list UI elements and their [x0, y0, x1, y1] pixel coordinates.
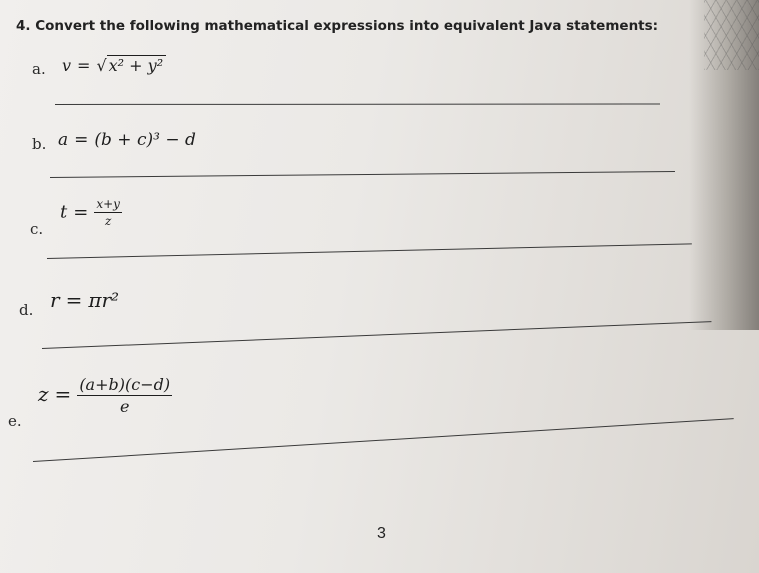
- square-root: [96, 56, 166, 75]
- item-e-lhs: z: [38, 382, 49, 406]
- item-c-equals: =: [73, 201, 89, 223]
- item-c-fraction: [94, 197, 122, 228]
- item-c-expression: [60, 197, 122, 228]
- item-b-lhs: a: [58, 130, 69, 150]
- item-b-rhs: (b + c)³ − d: [94, 130, 196, 150]
- background-pattern: [704, 0, 759, 70]
- item-e-denominator: e: [119, 397, 130, 416]
- item-b-label: b.: [32, 135, 47, 153]
- item-d-lhs: r: [50, 288, 60, 312]
- item-d-expression: [50, 288, 119, 312]
- item-e-fraction: [77, 375, 172, 416]
- item-e-numerator: (a+b)(c−d): [79, 375, 171, 394]
- item-e-label: e.: [8, 412, 22, 430]
- item-a-equals: =: [77, 56, 91, 75]
- radical-sign-icon: √: [96, 56, 107, 75]
- item-a-lhs: v: [62, 56, 72, 75]
- item-d-equals: =: [65, 288, 83, 312]
- item-c-label: c.: [30, 220, 44, 238]
- item-d-rhs: πr²: [88, 288, 120, 312]
- item-a-label: a.: [32, 60, 46, 78]
- item-a-radicand: x² + y²: [107, 55, 166, 75]
- item-c-lhs: t: [60, 201, 68, 223]
- item-c-denominator: z: [104, 214, 112, 228]
- item-e-expression: [38, 375, 172, 416]
- page-number: 3: [377, 525, 386, 542]
- item-c-numerator: x+y: [96, 197, 120, 211]
- item-b-equals: =: [74, 130, 89, 150]
- item-a-expression: [62, 56, 166, 75]
- question-heading: 4. Convert the following mathematical expressions into equivalent Java statements:: [16, 18, 659, 34]
- item-e-equals: =: [54, 382, 72, 406]
- item-b-expression: [58, 130, 196, 150]
- item-d-label: d.: [19, 301, 34, 319]
